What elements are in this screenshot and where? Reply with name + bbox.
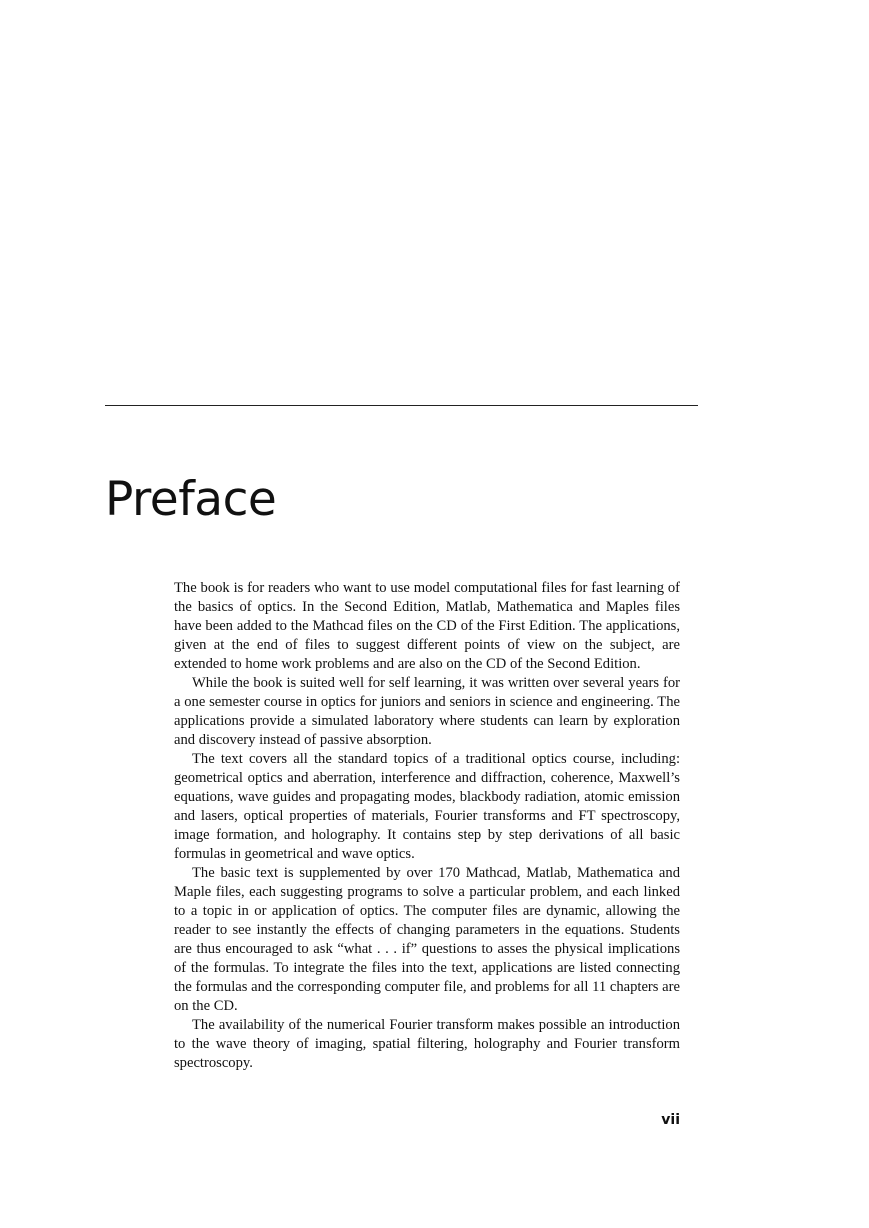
paragraph-1: The book is for readers who want to use model computational files for fast learning of the basics of optics. In the Second Edition, Matlab, Mathematica and Maples files have been added to the Mathcad files on the CD of the First Edition. The applications, given at the end of files to suggest different points of view on the subject, are extended to home work problems and are also on the CD of the Second Edition.: [174, 580, 680, 673]
chapter-rule: [105, 405, 698, 406]
preface-body: [174, 579, 680, 1073]
paragraph-3: The text covers all the standard topics of a traditional optics course, including: geometrical optics and aberration, interference and diffraction, coherence, Maxwell’s equations, wave guides and propagating modes, blackbody radiation, atomic emission and lasers, optical properties of materials, Fourier transforms and FT spectroscopy, image formation, and holography. It contains step by step derivations of all basic formulas in geometrical and wave optics.: [174, 751, 680, 863]
page-title: Preface: [105, 472, 277, 527]
paragraph-2: While the book is suited well for self learning, it was written over several years for a one semester course in optics for juniors and seniors in science and engineering. The applications provide a simulated laboratory where students can learn by exploration and discovery instead of passive absorption.: [174, 675, 680, 749]
paragraph-5: The availability of the numerical Fourier transform makes possible an introduction to the wave theory of imaging, spatial filtering, holography and Fourier transform spectroscopy.: [174, 1017, 680, 1072]
paragraph-4: The basic text is supplemented by over 170 Mathcad, Matlab, Mathematica and Maple files, each suggesting programs to solve a particular problem, and each linked to a topic in or application of optics. The computer files are dynamic, allowing the reader to see instantly the effects of changing parameters in the equations. Students are thus encouraged to ask “what . . . if” questions to asses the physical implications of the formulas. To integrate the files into the text, applications are listed connecting the formulas and the corresponding computer file, and problems for all 11 chapters are on the CD.: [174, 865, 680, 1015]
page-number: vii: [661, 1112, 680, 1128]
